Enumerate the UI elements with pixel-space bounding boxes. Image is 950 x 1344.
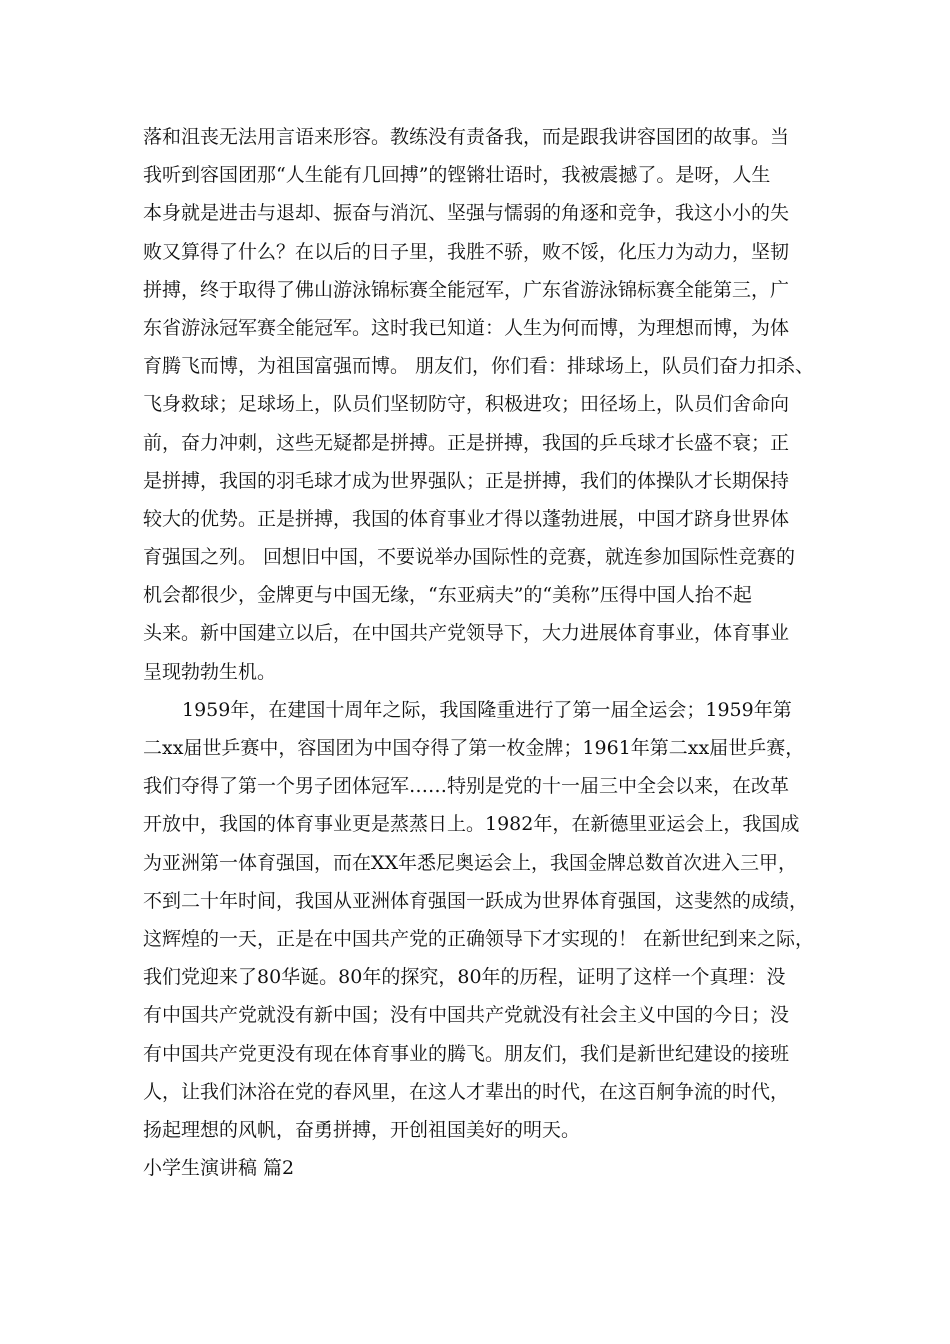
text-line: 是拼搏，我国的羽毛球才成为世界强队；正是拼搏，我们的体操队才长期保持 [143, 469, 790, 492]
text-line: 人，让我们沐浴在党的春风里，在这人才辈出的时代，在这百舸争流的时代， [143, 1080, 790, 1103]
text-line: 我听到容国团那“人生能有几回搏”的铿锵壮语时，我被震撼了。是呀，人生 [143, 164, 771, 187]
text-line: 落和沮丧无法用言语来形容。教练没有责备我，而是跟我讲容国团的故事。当 [143, 126, 790, 148]
text-line: 有中国共产党更没有现在体育事业的腾飞。朋友们，我们是新世纪建设的接班 [143, 1042, 790, 1065]
text-line: 1959年，在建国十周年之际，我国隆重进行了第一届全运会；1959年第 [182, 698, 792, 721]
paragraph-1 [143, 118, 833, 691]
text-line: 机会都很少，金牌更与中国无缘，“东亚病夫”的“美称”压得中国人抬不起 [143, 584, 752, 607]
text-line: 育腾飞而博，为祖国富强而博。 朋友们，你们看：排球场上，队员们奋力扣杀、 [143, 355, 815, 378]
text-line: 较大的优势。正是拼搏，我国的体育事业才得以蓬勃进展，中国才跻身世界体 [143, 507, 790, 530]
text-line: 拼搏，终于取得了佛山游泳锦标赛全能冠军，广东省游泳锦标赛全能第三，广 [143, 278, 790, 301]
text-line: 东省游泳冠军赛全能冠军。这时我已知道：人生为何而博，为理想而博，为体 [143, 316, 790, 339]
text-line: 前，奋力冲刺，这些无疑都是拼搏。正是拼搏，我国的乒乓球才长盛不衰；正 [143, 431, 790, 454]
text-line: 败又算得了什么？在以后的日子里，我胜不骄，败不馁，化压力为动力，坚韧 [143, 240, 790, 263]
text-line: 呈现勃勃生机。 [143, 660, 277, 683]
paragraph-2 [143, 691, 833, 1149]
text-line: 育强国之列。 回想旧中国，不要说举办国际性的竞赛，就连参加国际性竞赛的 [143, 546, 796, 569]
document-body [143, 118, 833, 1187]
text-line: 我们党迎来了80华诞。80年的探究，80年的历程，证明了这样一个真理：没 [143, 966, 786, 989]
text-line: 本身就是进击与退却、振奋与消沉、坚强与懦弱的角逐和竞争，我这小小的失 [143, 202, 790, 225]
text-line: 头来。新中国建立以后，在中国共产党领导下，大力进展体育事业，体育事业 [143, 622, 790, 645]
text-line: 有中国共产党就没有新中国；没有中国共产党就没有社会主义中国的今日；没 [143, 1004, 790, 1027]
text-line: 这辉煌的一天，正是在中国共产党的正确领导下才实现的！ 在新世纪到来之际， [143, 927, 815, 950]
text-line: 不到二十年时间，我国从亚洲体育强国一跃成为世界体育强国，这斐然的成绩， [143, 889, 809, 912]
text-line: 扬起理想的风帆，奋勇拼搏，开创祖国美好的明天。 [143, 1118, 581, 1141]
text-line: 为亚洲第一体育强国，而在XX年悉尼奥运会上，我国金牌总数首次进入三甲， [143, 851, 798, 874]
text-line: 我们夺得了第一个男子团体冠军……特别是党的十一届三中全会以来，在改革 [143, 775, 790, 798]
text-line: 二xx届世乒赛中，容国团为中国夺得了第一枚金牌；1961年第二xx届世乒赛， [143, 737, 805, 759]
text-line: 开放中，我国的体育事业更是蒸蒸日上。1982年，在新德里亚运会上，我国成 [143, 813, 800, 836]
section-heading: 小学生演讲稿 篇2 [143, 1157, 295, 1180]
text-line: 飞身救球；足球场上，队员们坚韧防守，积极进攻；田径场上，队员们舍命向 [143, 393, 790, 416]
